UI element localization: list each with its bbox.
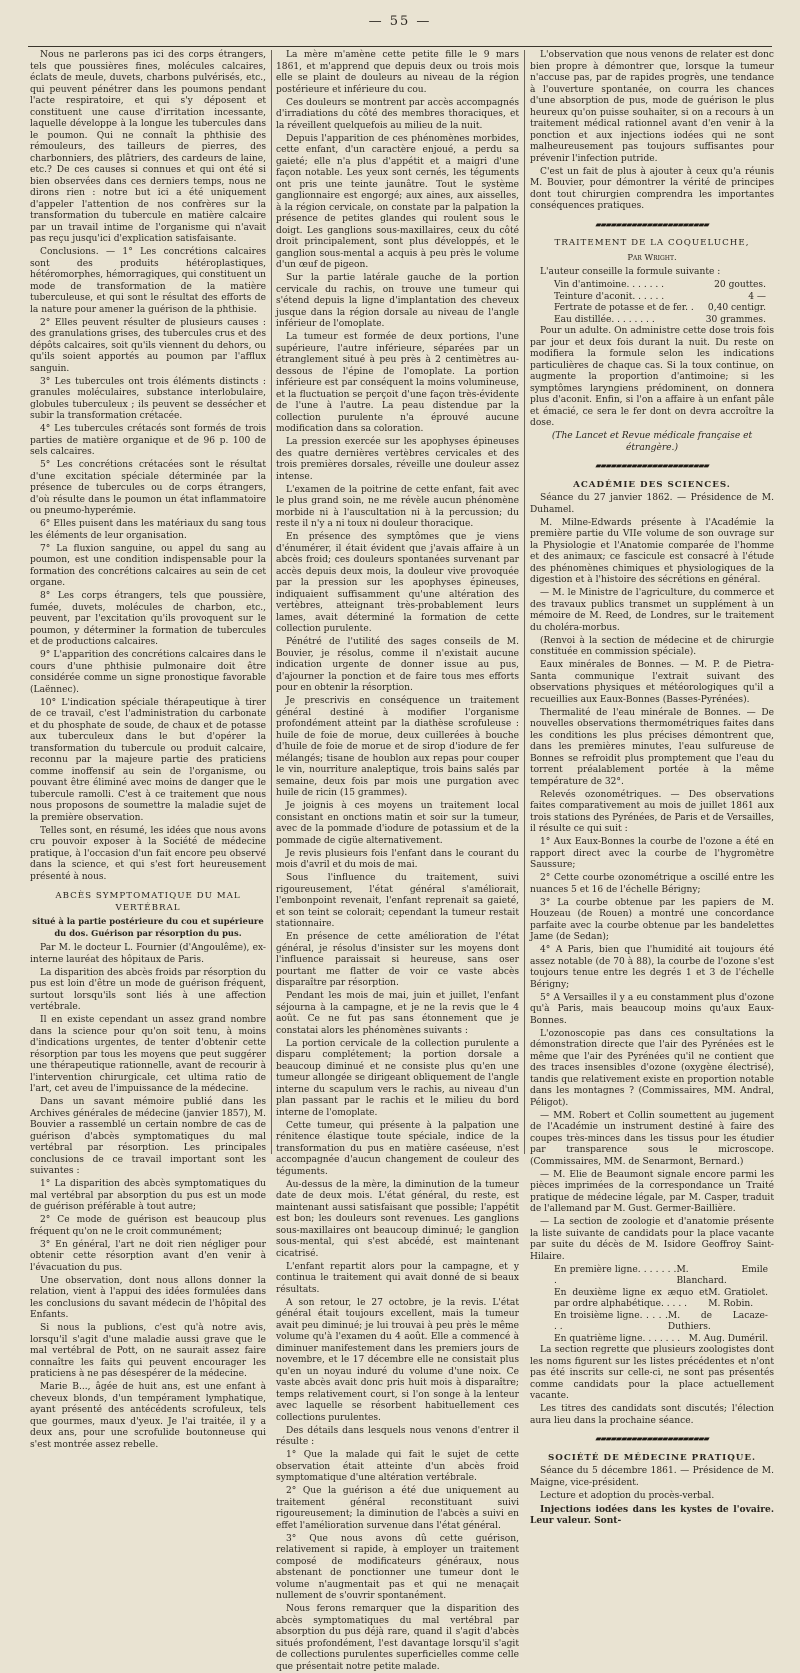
paragraph: 5° A Versailles il y a eu constamment plus d'ozone qu'à Paris, mais beaucoup moins qu'aux Eaux-Bonnes. — [530, 992, 774, 1026]
paragraph: 1° La disparition des abcès symptomatiques du mal vertébral par absorption du pus est un mode de guérison préférable à tout autre; — [30, 1179, 266, 1212]
paragraph: 2° Elles peuvent résulter de plusieurs causes : des granulations grises, des tubercules crus et des dépôts calcaires, soit qu'ils viennent du dehors, ou qu'ils soient apportés au poumon par l'afflux sanguin. — [30, 317, 266, 374]
paragraph: 10° L'indication spéciale thérapeutique à tirer de ce travail, c'est l'administration du carbonate et du phosphate de soude, de chaux et de potasse aux tuberculeux dans le but d'opérer la transformation du tubercule ou produit calcaire, reconnu par la majeure partie des praticiens comme inoffensif au sein de l'organisme, ou pouvant être éliminé avec moins de danger que le tubercule ramolli. C'est à ce traitement que nous nous proposons de soumettre la maladie sujet de la première observation. — [30, 697, 266, 823]
paragraph: Telles sont, en résumé, les idées que nous avons cru pouvoir exposer à la Société de médecine pratique, à l'occasion d'un fait encore peu observé dans la science, et qui s'est fort heureusement présenté à nous. — [30, 825, 266, 882]
paragraph: Thermalité de l'eau minérale de Bonnes. — De nouvelles observations thermométriques faites dans les conditions les plus précises démontrent que, dans les premières minutes, l'eau sulfureuse de Bonnes se refroidit plus promptement que l'eau du torrent préalablement portée à la même température de 32°. — [530, 707, 774, 787]
paragraph: Si nous la publions, c'est qu'à notre avis, lorsqu'il s'agit d'une maladie aussi grave que le mal vertébral de Pott, on ne saurait assez faire connaître les faits qui peuvent encourager les praticiens à ne pas désespérer de la médecine. — [30, 1323, 266, 1379]
paragraph: Je revis plusieurs fois l'enfant dans le courant du mois d'avril et du mois de mai. — [276, 848, 519, 870]
paragraph: Sur la partie latérale gauche de la portion cervicale du rachis, on trouve une tumeur qui s'étend depuis la ligne d'implantation des cheveux jusque dans la région dorsale au niveau de l'angle inférieur de l'omoplate. — [276, 273, 519, 329]
paragraph: Dans un savant mémoire publié dans les Archives générales de médecine (janvier 1857), M. Bouvier a rassemblé un certain nombre de cas de guérison d'abcès symptomatiques du mal vertébral par résorption. Les principales conclusions de ce travail important sont les suivantes : — [30, 1097, 266, 1176]
paragraph: 1° Que la malade qui fait le sujet de cette observation était atteinte d'un abcès froid symptomatique d'une altération vertébrale. — [276, 1450, 519, 1483]
paragraph: La section regrette que plusieurs zoologistes dont les noms figurent sur les listes précédentes et n'ont pas été inscrits sur celle-ci, ne sont pas présentés comme candidats pour la place actuellement vacante. — [530, 1345, 774, 1401]
paragraph: 3° En général, l'art ne doit rien négliger pour obtenir cette résorption avant d'en venir à l'évacuation du pus. — [30, 1239, 266, 1273]
paragraph: Ces douleurs se montrent par accès accompagnés d'irradiations du côté des membres thoraciques, et la réveillent quelquefois au milieu de la nuit. — [276, 97, 519, 131]
paragraph: 4° Les tubercules crétacés sont formés de trois parties de matière organique et de 96 p. 100 de sels calcaires. — [30, 424, 266, 457]
candidate-rank: En troisième ligne. . . . . . . — [554, 1310, 668, 1332]
paragraph: 2° Cette courbe ozonométrique a oscillé entre les nuances 5 et 16 de l'échelle Bérigny; — [530, 873, 774, 895]
recipe-line — [530, 303, 774, 315]
paragraph: — M. Elie de Beaumont signale encore parmi les pièces imprimées de la correspondance un Traité pratique de médecine légale, par M. Casper, traduit de l'allemand par M. Gust. Germer-Baillière. — [530, 1169, 774, 1214]
column-3 — [530, 50, 774, 1526]
paragraph: En présence des symptômes que je viens d'énumérer, il était évident que j'avais affaire à un abcès froid; ces douleurs spontanées survenant par accès depuis deux mois, la douleur vive provoquée par la pression sur les apophyses épineuses, indiquaient suffisamment qu'une altération des vertèbres, atteignant très-probablement leurs lames, avait déterminé la formation de cette collection purulente. — [276, 532, 519, 634]
paragraph: La mère m'amène cette petite fille le 9 mars 1861, et m'apprend que depuis deux ou trois mois elle se plaint de douleurs au niveau de la région postérieure et inférieure du cou. — [276, 50, 519, 95]
recipe-item: Eau distillée. . . . . . . . — [554, 314, 655, 325]
paragraph: Pour un adulte. On administre cette dose trois fois par jour et deux fois durant la nuit. Du reste on modifiera la formule selon les indications particulières de chaque cas. Si la toux continue, on augmente la proportion d'antimoine; si les symptômes laryngiens prédominent, on donnera plus d'aconit. Enfin, si l'on a affaire à un enfant pâle et émacié, ce sera le fer dont on devra accroître la dose. — [530, 326, 774, 428]
paragraph: Il en existe cependant un assez grand nombre dans la science pour qu'on soit tenu, à moins d'indications urgentes, de tenter d'obtenir cette résorption par tous les moyens que peut suggérer une thérapeutique rationnelle, avant de recourir à l'intervention chirurgicale, cet ultima ratio de l'art, cet aveu de l'impuissance de la médecine. — [30, 1015, 266, 1094]
recipe-item: Teinture d'aconit. . . . . . — [554, 291, 665, 302]
paragraph: La pression exercée sur les apophyses épineuses des quatre dernières vertèbres cervicales et des trois premières dorsales, réveille une douleur assez intense. — [276, 437, 519, 482]
paragraph: Marie B..., âgée de huit ans, est une enfant à cheveux blonds, d'un tempérament lymphatique, ayant présenté des antécédents scrofuleux, tels que gourmes, maux d'yeux. Je l'ai traitée, il y a deux ans, pour une scrofulide boutonneuse qui s'est montrée assez rebelle. — [30, 1382, 266, 1450]
paragraph: 6° Elles puisent dans les matériaux du sang tous les éléments de leur organisation. — [30, 519, 266, 541]
recipe-line — [530, 280, 774, 292]
candidate-rank: En deuxième ligne ex æquo et par ordre alphabétique. . . . . — [554, 1287, 709, 1309]
header-rule — [28, 46, 772, 47]
paragraph: 1° Aux Eaux-Bonnes la courbe de l'ozone a été en rapport direct avec la courbe de l'hygromètre Saussure; — [530, 837, 774, 870]
paragraph: Des détails dans lesquels nous venons d'entrer il résulte : — [276, 1425, 519, 1447]
recipe-line — [530, 292, 774, 304]
recipe-dose: 20 gouttes. — [714, 280, 766, 290]
paragraph: 7° La fluxion sanguine, ou appel du sang au poumon, est une condition indispensable pour la formation des concrétions calcaires au sein de cet organe. — [30, 543, 266, 588]
paragraph: 3° Que nous avons dû cette guérison, relativement si rapide, à employer un traitement composé de modificateurs généraux, nous abstenant de ponctionner une tumeur dont le volume n'augmentait pas et qui ne menaçait nullement de s'ouvrir spontanément. — [276, 1533, 519, 1601]
paragraph: L'auteur conseille la formule suivante : — [540, 267, 721, 277]
paragraph: Depuis l'apparition de ces phénomènes morbides, cette enfant, d'un caractère enjoué, a perdu sa gaieté; elle n'a plus d'appétit et a maigri d'une façon notable. Les yeux sont cernés, les téguments ont pris une teinte jaunâtre. Tout le système ganglionnaire est engorgé; aux aines, aux aisselles, à la région cervicale, on constate par la palpation la présence de petites glandes qui roulent sous le doigt. Les ganglions sous-maxillaires, ceux du côté droit principalement, sont plus développés, et le ganglion sous-mental a acquis à peu près le volume d'un œuf de pigeon. — [276, 133, 519, 270]
paragraph: Pénétré de l'utilité des sages conseils de M. Bouvier, je résolus, comme il n'existait aucune indication urgente de donner issue au pus, d'ajourner la ponction et de faire tous mes efforts pour en obtenir la résorption. — [276, 637, 519, 693]
paragraph: — M. le Ministre de l'agriculture, du commerce et des travaux publics transmet un supplément à un mémoire de M. Reed, de Londres, sur le traitement du choléra-morbus. — [530, 588, 774, 633]
page-number: — 55 — — [368, 14, 432, 29]
paragraph: 2° Que la guérison a été due uniquement au traitement général reconstituant suivi rigoureusement; la diminution de l'abcès a suivi en effet l'amélioration survenue dans l'état général. — [276, 1486, 519, 1531]
recipe-line — [530, 315, 774, 327]
paragraph: 3° Les tubercules ont trois éléments distincts : granules moléculaires, substance interlobulaire, globules tuberculeux ; ils peuvent se dessécher et subir la transformation crétacée. — [30, 376, 266, 421]
candidate-name: M. Emile Blanchard. — [676, 1264, 768, 1286]
paragraph: 5° Les concrétions crétacées sont le résultat d'une excitation spéciale déterminée par la présence de tubercules ou de corps étrangers, d'où résulte dans le poumon un état inflammatoire ou pneumo-hyperémie. — [30, 460, 266, 516]
column-1 — [30, 50, 266, 1450]
paragraph: M. Milne-Edwards présente à l'Académie la première partie du VIIe volume de son ouvrage sur la Physiologie et l'Anatomie comparée de l'homme et des animaux; ce fascicule est consacré à l'étude des phénomènes chimiques et physiologiques de la digestion et à l'histoire des sécrétions en général. — [530, 517, 774, 585]
paragraph: (Renvoi à la section de médecine et de chirurgie constituée en commission spéciale). — [530, 635, 774, 657]
article-title: SOCIÉTÉ DE MÉDECINE PRATIQUE. — [547, 1452, 757, 1463]
paragraph: A son retour, le 27 octobre, je la revis. L'état général était toujours excellent, mais la tumeur avait peu diminué; je lui trouvai à peu près le même volume qu'à l'examen du 4 août. Elle a commencé à diminuer manifestement dans les premiers jours de novembre, et le 17 décembre elle ne consistait plus qu'en un noyau induré du volume d'une noix. Ce vaste abcès avait donc pris huit mois à disparaître; temps relativement court, si l'on songe à la lenteur avec laquelle se résorbent habituellement ces collections purulentes. — [276, 1297, 519, 1423]
paragraph: 3° La courbe obtenue par les papiers de M. Houzeau (de Rouen) a montré une concordance parfaite avec la courbe obtenue par les bandelettes Jame (de Sedan); — [530, 897, 774, 942]
paragraph: Pendant les mois de mai, juin et juillet, l'enfant séjourna à la campagne, et je ne la revis que le 4 août. Ce ne fut pas sans étonnement que je constatai alors les phénomènes suivants : — [276, 991, 519, 1036]
recipe-dose: 4 — — [748, 291, 766, 302]
column-divider — [271, 50, 272, 1154]
paragraph: 9° L'apparition des concrétions calcaires dans le cours d'une phthisie pulmonaire doit être considérée comme un signe pronostique favorable (Laënnec). — [30, 650, 266, 695]
paragraph: Nous ferons remarquer que la disparition des abcès symptomatiques du mal vertébral par absorption du pus déjà rare, quand il s'agit d'abcès situés profondément, l'est davantage lorsqu'il s'agit de collections purulentes superficielles comme celle que présentait notre petite malade. — [276, 1604, 519, 1672]
paragraph: La disparition des abcès froids par résorption du pus est loin d'être un mode de guérison fréquent, surtout lorsqu'ils sont liés à une affection vertébrale. — [30, 967, 266, 1012]
recipe-item: Fertrate de potasse et de fer. . — [554, 303, 694, 313]
paragraph: L'ozonoscopie pas dans ces consultations la démonstration directe que l'air des Pyrénées est le même que l'air des Pyrénées qu'il ne contient que des traces insensibles d'ozone (oxygène électrisé), tandis que relativement existe en proportion notable dans les montagnes ? (Commissaires, MM. Andral, Péligot). — [530, 1028, 774, 1108]
paragraph: La portion cervicale de la collection purulente a disparu complétement; la portion dorsale a beaucoup diminué et ne consiste plus qu'en une tumeur allongée se dirigeant obliquement de l'angle interne du scapulum vers le rachis, au niveau d'un plan passant par le rachis et le milieu du bord interne de l'omoplate. — [276, 1038, 519, 1118]
recipe-item: Vin d'antimoine. . . . . . . — [554, 280, 665, 290]
paragraph: En présence de cette amélioration de l'état général, je résolus d'insister sur les moyens dont l'influence paraissait si heureuse, sans oser pourtant me flatter de voir ce vaste abcès disparaître par résorption. — [276, 932, 519, 988]
candidate-name: M. Aug. Duméril. — [688, 1333, 768, 1344]
paragraph: Je prescrivis en conséquence un traitement général destiné à modifier l'organisme profondément atteint par la diathèse scrofuleuse : huile de foie de morue, deux cuillerées à bouche d'huile de foie de morue et de sirop d'iodure de fer mélangés; tisane de houblon aux repas pour couper le vin, nourriture analeptique, trois bains salés par semaine, deux fois par mois une purgation avec huile de ricin (15 grammes). — [276, 696, 519, 798]
paragraph: L'enfant repartit alors pour la campagne, et y continua le traitement qui avait donné de si beaux résultats. — [276, 1261, 519, 1295]
article-subtitle: situé à la partie postérieure du cou et supérieure du dos. Guérison par résorption du pus. — [32, 916, 264, 938]
candidate-name: M. de Lacaze-Duthiers. — [667, 1310, 768, 1332]
paragraph: Nous ne parlerons pas ici des corps étrangers, tels que poussières fines, molécules calcaires, éclats de meule, duvets, charbons pulvérisés, etc., qui peuvent pénétrer dans les poumons pendant l'acte respiratoire, et qui s'y déposent et constituent une cause d'irritation incessante, laquelle développe à la longue les tubercules dans le poumon. Qui ne connaît la phthisie des rémouleurs, des tailleurs de pierres, des charbonniers, des plâtriers, des cardeurs de laine, etc.? De ces causes si connues et qui ont été si bien observées dans ces derniers temps, nous ne dirons rien : notre but ici a été uniquement d'appeler l'attention de nos confrères sur la transformation du tubercule en matière calcaire par un travail intime de l'organisme qui n'avait pas reçu jusqu'ici d'explication satisfaisante. — [30, 50, 266, 244]
ornament-divider: ▰▰▰▰▰▰▰▰▰▰▰▰▰▰▰▰▰▰▰▰▰▰ — [595, 461, 709, 470]
paragraph: Je joignis à ces moyens un traitement local consistant en onctions matin et soir sur la tumeur, avec de la pommade d'iodure de potassium et de la pommade de cigüe alternativement. — [276, 801, 519, 846]
paragraph: 4° A Paris, bien que l'humidité ait toujours été assez notable (de 70 à 88), la courbe de l'ozone s'est toujours tenue entre les degrés 1 et 3 de l'échelle Bérigny; — [530, 945, 774, 990]
paragraph: 8° Les corps étrangers, tels que poussière, fumée, duvets, molécules de charbon, etc., peuvent, par l'excitation qu'ils provoquent sur le poumon, y déterminer la formation de tubercules et de productions calcaires. — [30, 591, 266, 647]
paragraph: Cette tumeur, qui présente à la palpation une rénitence élastique toute spéciale, indice de la transformation du pus en matière caséeuse, n'est accompagnée d'aucun changement de couleur des téguments. — [276, 1120, 519, 1177]
candidate-line — [530, 1265, 774, 1288]
candidate-rank: En première ligne. . . . . . . . — [554, 1264, 677, 1286]
ornament-divider: ▰▰▰▰▰▰▰▰▰▰▰▰▰▰▰▰▰▰▰▰▰▰ — [595, 1434, 709, 1443]
candidate-rank: En quatrième ligne. . . . . . . — [554, 1333, 681, 1344]
session-line: Séance du 5 décembre 1861. — Présidence de M. Maigne, vice-président. — [530, 1466, 774, 1488]
paragraph: Une observation, dont nous allons donner la relation, vient à l'appui des idées formulées dans les conclusions du savant médecin de l'hôpital des Enfants. — [30, 1275, 266, 1320]
paragraph: — MM. Robert et Collin soumettent au jugement de l'Académie un instrument destiné à faire des coupes très-minces dans les tissus pour les étudier par transparence sous le microscope. (Commissaires, MM. de Senarmont, Bernard.) — [530, 1110, 774, 1167]
article-title: ABCÈS SYMPTOMATIQUE DU MAL VERTÉBRAL — [55, 891, 241, 913]
candidate-name: M. Gratiolet. M. Robin. — [708, 1287, 768, 1309]
candidate-line — [530, 1288, 774, 1311]
paragraph: Sous l'influence du traitement, suivi rigoureusement, l'état général s'améliorait, l'embonpoint revenait, l'enfant reprenait sa gaieté, et son teint se colorait; cependant la tumeur restait stationnaire. — [276, 873, 519, 929]
paragraph: Au-dessus de la mère, la diminution de la tumeur date de deux mois. L'état général, du reste, est maintenant aussi satisfaisant que possible; l'appétit est bon; les douleurs sont revenues. Les ganglions sous-maxillaires ont beaucoup diminué; le ganglion sous-mental, qui s'est abcédé, est maintenant cicatrisé. — [276, 1179, 519, 1259]
recipe-dose: 30 grammes. — [705, 314, 766, 325]
ornament-divider: ▰▰▰▰▰▰▰▰▰▰▰▰▰▰▰▰▰▰▰▰▰▰ — [595, 219, 709, 229]
paragraph: Injections iodées dans les kystes de l'ovaire. Leur valeur. Sont- — [530, 1503, 774, 1526]
paragraph: Conclusions. — 1° Les concrétions calcaires sont des produits hétéroplastiques, hétéromorphes, hémorragiques, qui constituent un mode de transformation de la matière tuberculeuse, et qui sont le résultat des efforts de la nature pour amener la guérison de la phthisie. — [30, 247, 266, 315]
article-author: Par M. le docteur L. Fournier (d'Angoulême), ex-interne lauréat des hôpitaux de Paris. — [30, 943, 266, 965]
paragraph: L'examen de la poitrine de cette enfant, fait avec le plus grand soin, ne me révèle aucun phénomène morbide ni à l'auscultation ni à la percussion; du reste il n'y a ni toux ni douleur thoracique. — [276, 484, 519, 529]
paragraph: C'est un fait de plus à ajouter à ceux qu'a réunis M. Bouvier, pour démontrer la vérité de principes dont tout chirurgien comprendra les importantes conséquences pratiques. — [530, 166, 774, 211]
paragraph: 2° Ce mode de guérison est beaucoup plus fréquent qu'on ne le croit communément; — [30, 1215, 266, 1237]
paragraph: L'observation que nous venons de relater est donc bien propre à démontrer que, lorsque la tumeur n'accuse pas, par de rapides progrès, une tendance à l'ouverture spontanée, on courra les chances d'une absorption de pus, mode de guérison le plus heureux qu'on puisse souhaiter, si on a recours à un traitement médical rationnel avant d'en venir à la ponction et aux injections iodées qui ne sont malheureusement pas toujours suffisantes pour prévenir l'infection putride. — [530, 50, 774, 164]
session-line: Séance du 27 janvier 1862. — Présidence de M. Duhamel. — [530, 493, 774, 515]
paragraph: Relevés ozonométriques. — Des observations faites comparativement au mois de juillet 1861 aux trois stations des Pyrénées, de Paris et de Versailles, il résulte ce qui suit : — [530, 789, 774, 834]
paragraph: Lecture et adoption du procès-verbal. — [540, 1490, 715, 1501]
paragraph: Eaux minérales de Bonnes. — M. P. de Pietra-Santa communique l'extrait suivant des observations physiques et météorologiques qu'il a recueillies aux Eaux-Bonnes (Basses-Pyrénées). — [530, 660, 774, 705]
article-source: (The Lancet et Revue médicale française et étrangère.) — [551, 431, 753, 453]
column-2 — [276, 50, 519, 1672]
article-author: Par Wright. — [627, 251, 677, 262]
paragraph: La tumeur est formée de deux portions, l'une supérieure, l'autre inférieure, séparées par un étranglement situé à peu près à 2 centimètres au-dessous de l'épine de l'omoplate. La portion inférieure est par conséquent la moins volumineuse, et la fluctuation se perçoit d'une façon très-évidente de l'une à l'autre. La peau distendue par la collection purulente n'a éprouvé aucune modification dans sa coloration. — [276, 332, 519, 434]
candidate-line — [530, 1311, 774, 1334]
article-title: ACADÉMIE DES SCIENCES. — [573, 479, 731, 490]
paragraph: — La section de zoologie et d'anatomie présente la liste suivante de candidats pour la place vacante par suite du décès de M. Isidore Geoffroy Saint-Hilaire. — [530, 1217, 774, 1262]
paragraph: Les titres des candidats sont discutés; l'élection aura lieu dans la prochaine séance. — [530, 1404, 774, 1426]
column-divider — [524, 50, 525, 1154]
recipe-dose: 0,40 centigr. — [707, 303, 766, 313]
candidate-line — [530, 1334, 774, 1346]
article-title: TRAITEMENT DE LA COQUELUCHE, — [554, 238, 750, 248]
